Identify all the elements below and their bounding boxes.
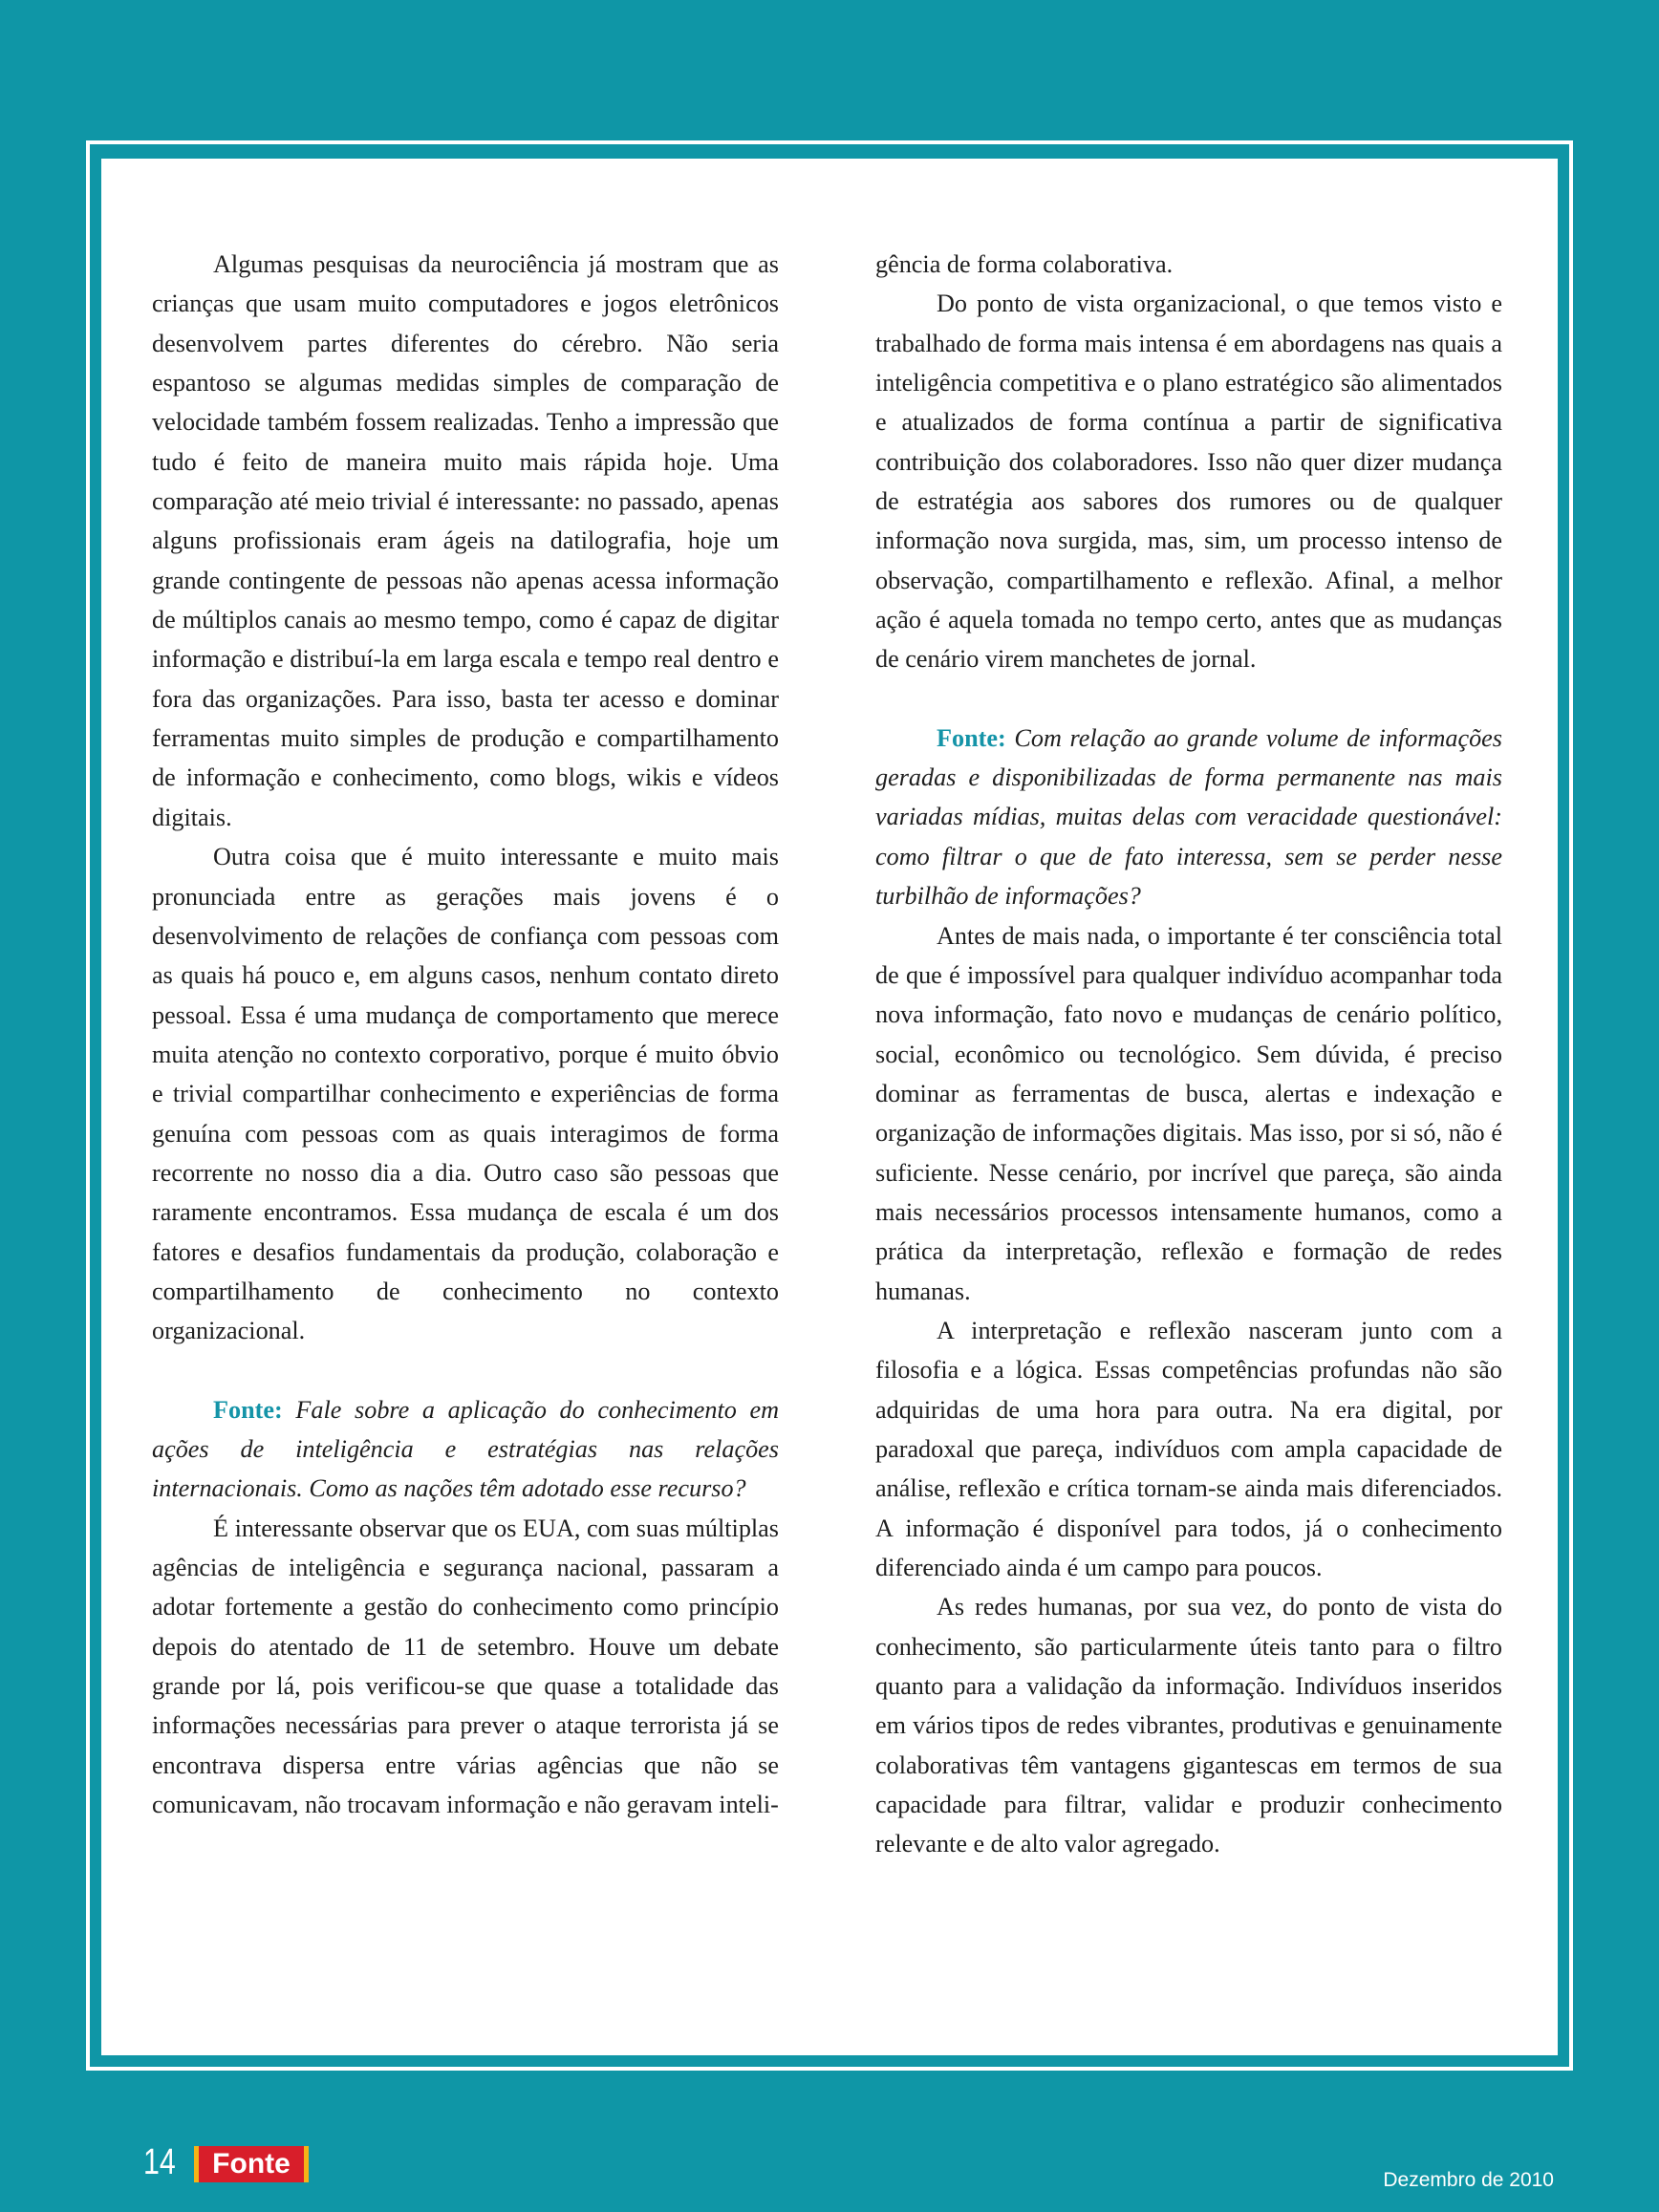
interview-question [152, 1390, 779, 1509]
question-text: Com relação ao grande volume de informações geradas e disponibilizadas de forma permanente nas mais variadas mídias, muitas delas com veracidade questionável: como filtrar o que de fato interessa, sem se perder nesse turbilhão de informações? [875, 723, 1502, 911]
paragraph: Algumas pesquisas da neurociência já mostram que as crianças que usam muito computadores e jogos eletrônicos desenvolvem partes diferentes do cérebro. Não seria espantoso se algumas medidas simples de comparação de velocidade também fossem realizadas. Tenho a impressão que tudo é feito de maneira muito mais rápida hoje. Uma comparação até meio trivial é interessante: no passado, apenas alguns profissionais eram ágeis na datilografia, hoje um grande contingente de pessoas não apenas acessa informação de múltiplos canais ao mesmo tempo, como é capaz de digitar informação e distribuí-la em larga escala e tempo real dentro e fora das organizações. Para isso, basta ter acesso e dominar ferramentas muito simples de produção e compartilhamento de informação e conhecimento, como blogs, wikis e vídeos digitais. [152, 250, 779, 831]
paragraph: As redes humanas, por sua vez, do ponto de vista do conhecimento, são particularmente úteis tanto para o filtro quanto para a validação da informação. Indivíduos inseridos em vários tipos de redes vibrantes, produtivas e genuinamente colaborativas têm vantagens gigantescas em termos de sua capacidade para filtrar, validar e produzir conhecimento relevante e de alto valor agregado. [875, 1593, 1502, 1858]
right-column [875, 245, 1502, 1864]
logo-text: Fonte [212, 2148, 291, 2180]
left-column [152, 245, 779, 1824]
paragraph: É interessante observar que os EUA, com suas múltiplas agências de inteligência e segurança nacional, passaram a adotar fortemente a gestão do conhecimento como princípio depois do atentado de 11 de setembro. Houve um debate grande por lá, pois verificou-se que quase a totalidade das informações necessárias para prever o ataque terrorista já se encontrava dispersa entre várias agências que não se comunicavam, não trocavam informação e não geravam inteli- [152, 1514, 779, 1819]
paragraph: Outra coisa que é muito interessante e muito mais pronunciada entre as gerações mais jovens é o desenvolvimento de relações de confiança com pessoas com as quais há pouco e, em alguns casos, nenhum contato direto pessoal. Essa é uma mudança de comportamento que merece muita atenção no contexto corporativo, porque é muito óbvio e trivial compartilhar conhecimento e experiências de forma genuína com pessoas com as quais interagimos de forma recorrente no nosso dia a dia. Outro caso são pessoas que raramente encontramos. Essa mudança de escala é um dos fatores e desafios fundamentais da produção, colaboração e compartilhamento de conhecimento no contexto organizacional. [152, 843, 779, 1345]
fonte-logo [194, 2146, 309, 2182]
question-label: Fonte: [937, 723, 1006, 752]
paragraph: A interpretação e reflexão nasceram junto com a filosofia e a lógica. Essas competências profundas não são adquiridas de uma hora para outra. Na era digital, por paradoxal que pareça, indivíduos com ampla capacidade de análise, reflexão e crítica tornam-se ainda mais diferenciados. A informação é disponível para todos, já o conhecimento diferenciado ainda é um campo para poucos. [875, 1316, 1502, 1581]
interview-question [875, 719, 1502, 916]
article-body [101, 159, 1558, 2055]
paragraph: Do ponto de vista organizacional, o que temos visto e trabalhado de forma mais intensa é em abordagens nas quais a inteligência competitiva e o plano estratégico são alimentados e atualizados de forma contínua a partir de significativa contribuição dos colaboradores. Isso não quer dizer mudança de estratégia aos sabores dos rumores ou de qualquer informação nova surgida, mas, sim, um processo intenso de observação, compartilhamento e reflexão. Afinal, a melhor ação é aquela tomada no tempo certo, antes que as mudanças de cenário virem manchetes de jornal. [875, 290, 1502, 674]
question-label: Fonte: [213, 1395, 283, 1424]
paragraph: gência de forma colaborativa. [875, 250, 1174, 278]
question-text: Fale sobre a aplicação do conhecimento em ações de inteligência e estratégias nas relações internacionais. Como as nações têm adotado esse recurso? [152, 1395, 780, 1503]
issue-date: Dezembro de 2010 [1383, 2169, 1554, 2191]
page-number: 14 [143, 2142, 176, 2182]
paragraph: Antes de mais nada, o importante é ter consciência total de que é impossível para qualquer indivíduo acompanhar toda nova informação, fato novo e mudanças de cenário político, social, econômico ou tecnológico. Sem dúvida, é preciso dominar as ferramentas de busca, alertas e indexação e organização de informações digitais. Mas isso, por si só, não é suficiente. Nesse cenário, por incrível que pareça, são ainda mais necessários processos intensamente humanos, como a prática da interpretação, reflexão e formação de redes humanas. [875, 921, 1502, 1305]
